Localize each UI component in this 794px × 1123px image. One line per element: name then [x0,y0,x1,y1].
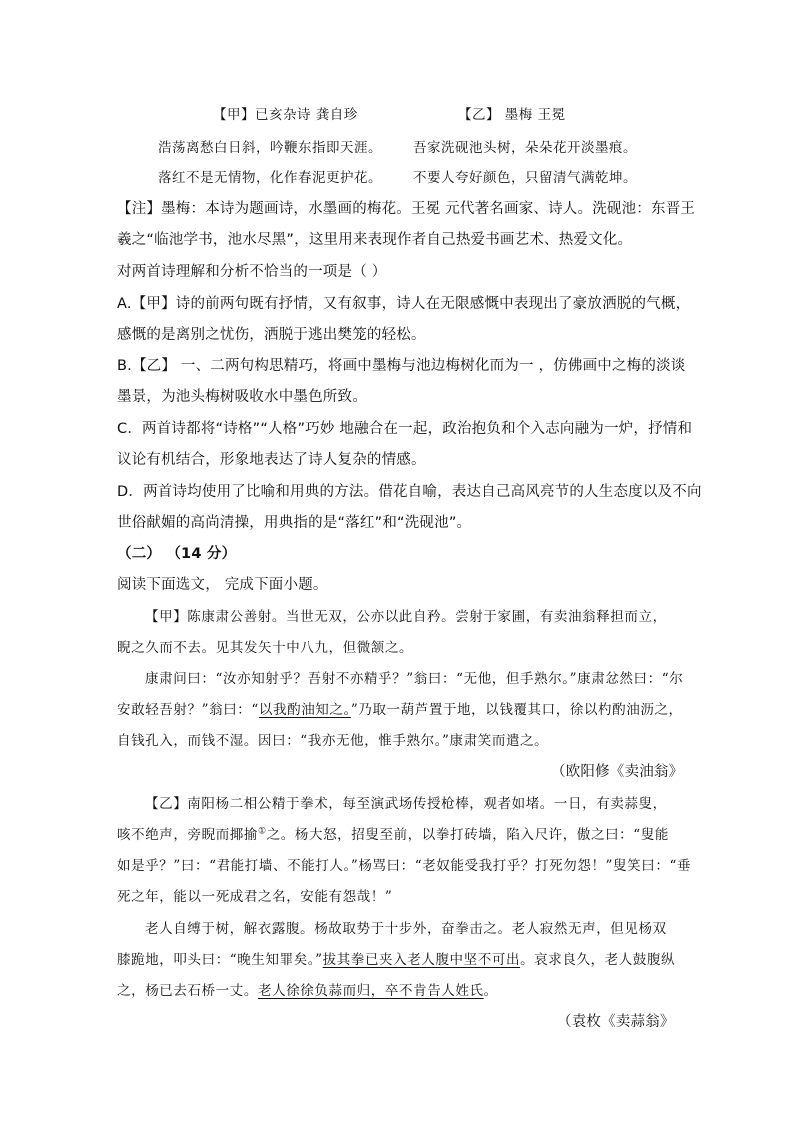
option-b-line-2: 墨景，为池头梅树吸收水中墨色所致。 [117,389,367,405]
passage-yi-p2-line-3 [117,979,498,999]
underlined-sentence: 以我酌油知之。 [258,702,351,718]
note-line-1: 【注】墨梅：本诗为题画诗，水墨画的梅花。王冕 元代著名画家、诗人。洗砚池：东晋王 [117,201,696,217]
option-c-line-2: 议论有机结合，形象地表达了诗人复杂的情感。 [117,452,426,468]
passage-yi-p1-line-3: 如是乎？”曰：“君能打墙、不能打人。”杨骂曰：“老奴能受我打乎？打死勿怨！”叟笑曰：“垂 [117,858,692,874]
passage-jia-p2-line-1: 康肃问曰：“汝亦知射乎？吾射不亦精乎？”翁曰：“无他，但手熟尔。”康肃忿然曰：“尔 [145,671,684,687]
poem-header-jia: 【甲】已亥杂诗 龚自珍 [213,107,358,123]
passage-jia-p1-line-2: 睨之久而不去。见其发矢十中八九，但微颔之。 [117,640,414,656]
text-segment: 。哀求良久，老人鼓腹纵 [520,952,676,968]
underlined-sentence: 拔其拳已夹入老人腹中坚不可出 [322,952,521,968]
poem-yi-line-1: 吾家洗砚池头树，朵朵花开淡墨痕。 [413,140,637,156]
text-segment: 之，杨已去石桥一丈。 [117,983,258,999]
option-a-line-1: A.【甲】诗的前两句既有抒情，又有叙事，诗人在无限感慨中表现出了豪放洒脱的气概， [117,296,691,312]
poem-jia-line-1: 浩荡离愁白日斜，吟鞭东指即天涯。 [158,140,382,156]
passage-yi-p2-line-1: 老人自缚于树，解衣露腹。杨故取势于十步外，奋拳击之。老人寂然无声，但见杨双 [145,921,667,937]
passage-jia-source: （欧阳修《卖油翁》 [551,764,684,780]
question-stem: 对两首诗理解和分析不恰当的一项是（ ） [117,264,387,280]
option-c-line-1: C．两首诗都将“诗格”“人格”巧妙 地融合在一起，政治抱负和个入志向融为一炉，抒情和 [117,421,693,437]
option-d-line-2: 世俗献媚的高尚清操，用典指的是“落红”和“洗砚池”。 [117,515,472,531]
option-a-line-2: 感慨的是离别之忧伤，洒脱于逃出樊笼的轻松。 [117,327,426,343]
poem-jia-line-2: 落红不是无情物，化作春泥更护花。 [158,170,382,186]
poem-yi-line-2: 不要人夸好颜色，只留清气满乾坤。 [413,170,637,186]
text-segment: ”乃取一葫芦置于地，以钱覆其口，徐以杓酌油沥之， [350,702,683,718]
poem-header-yi: 【乙】 墨梅 王冕 [458,107,566,123]
footnote-marker: ① [258,826,267,837]
passage-yi-source: （袁枚《卖蒜翁》 [557,1014,675,1030]
option-d-line-1: D．两首诗均使用了比喻和用典的方法。借花自喻，表达自己高风亮节的人生态度以及不向 [117,484,702,500]
option-b-line-1: B.【乙】 一、二两句构思精巧，将画中墨梅与池边梅树化而为一 ，仿佛画中之梅的淡谈 [117,358,686,374]
passage-jia-p2-line-3: 自钱孔入，而钱不湿。因曰：“我亦无他，惟手熟尔。”康肃笑而遣之。 [117,733,549,749]
passage-yi-p1-line-2 [117,823,669,843]
text-segment: 咳不绝声，旁睨而揶揄 [117,827,258,843]
passage-yi-p1-line-4: 死之年，能以一死成君之名，安能有怨哉！” [117,889,393,905]
text-segment: 安敢轻吾射？”翁曰：“ [117,702,259,718]
section-heading: （二） （14 分） [117,546,237,562]
underlined-sentence: 老人徐徐负蒜而归，卒不肯告人姓氏 [258,983,484,999]
text-segment: 。 [483,983,498,999]
text-segment: 之。杨大怒，招叟至前，以拳打砖墙，陷入尺许，傲之曰：“叟能 [266,827,669,843]
passage-yi-p1-line-1: 【乙】南阳杨二相公精于拳术，每至演武场传授枪棒，观者如堵。一日，有卖蒜叟， [145,796,667,812]
text-segment: 膝跪地，叩头曰：“晚生知罪矣。” [117,952,323,968]
note-line-2: 羲之“临池学书，池水尽黑”，这里用来表现作者自己热爱书画艺术、热爱文化。 [117,232,633,248]
passage-yi-p2-line-2 [117,948,675,968]
section-instruction: 阅读下面选文， 完成下面小题。 [117,577,328,593]
passage-jia-p1-line-1: 【甲】陈康肃公善射。当世无双，公亦以此自矜。尝射于家圃，有卖油翁释担而立， [145,609,667,625]
passage-jia-p2-line-2 [117,698,683,718]
